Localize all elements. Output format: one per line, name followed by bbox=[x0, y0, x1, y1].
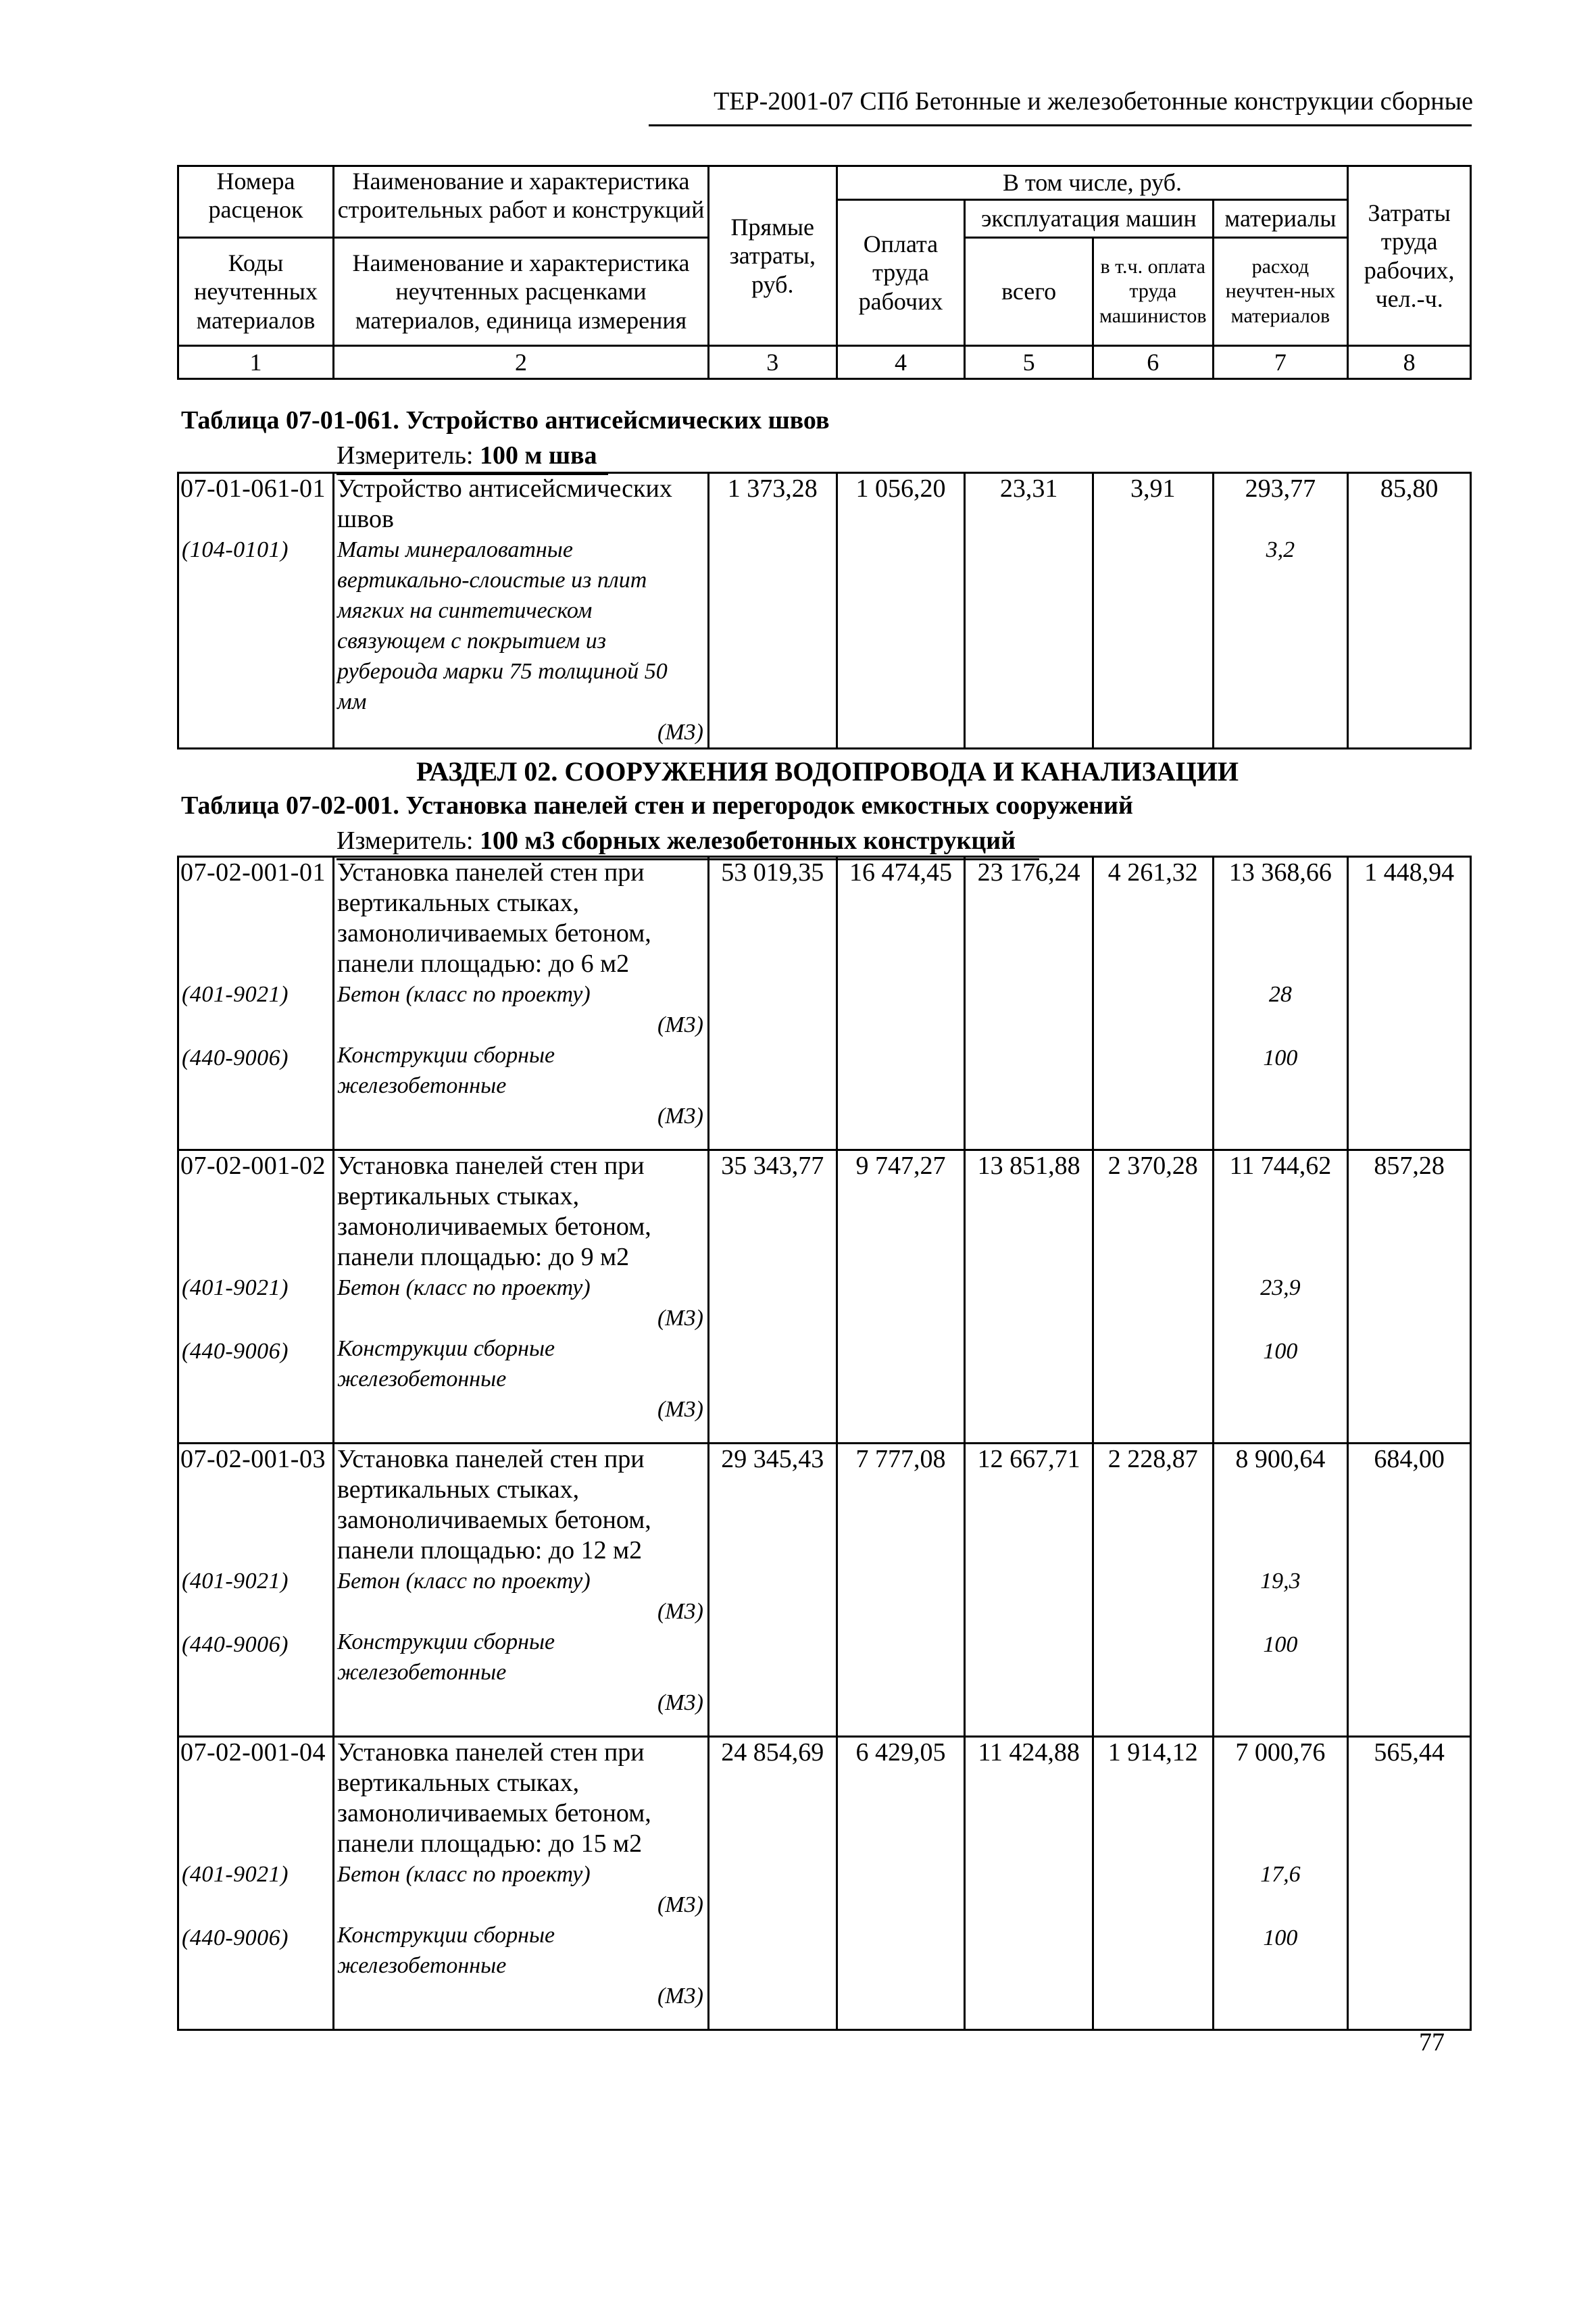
operators-cost: 3,91 bbox=[1093, 473, 1213, 749]
material-name: Бетон (класс по проекту) bbox=[337, 1275, 591, 1300]
rate-code: 07-02-001-03 bbox=[180, 1445, 326, 1473]
material-name: Конструкции сборные железобетонные bbox=[337, 1336, 555, 1392]
rate-name-cell bbox=[334, 1444, 709, 1737]
col1-bottom-header: Коды неучтенных материалов bbox=[178, 238, 334, 346]
material-qty: 17,6 bbox=[1260, 1862, 1301, 1887]
col2-bottom-header: Наименование и характеристика неучтенных расценками материалов, единица измерения bbox=[334, 238, 709, 346]
table1-measure-value: 100 м шва bbox=[480, 441, 597, 470]
col-number-4: 4 bbox=[837, 346, 965, 379]
column-header-table bbox=[177, 165, 1472, 380]
material-unit: (М3) bbox=[657, 1690, 703, 1715]
col-number-2: 2 bbox=[334, 346, 709, 379]
material-name: Бетон (класс по проекту) bbox=[337, 1569, 591, 1594]
material-code: (401-9021) bbox=[182, 1569, 289, 1594]
col-number-3: 3 bbox=[708, 346, 837, 379]
material-name: Бетон (класс по проекту) bbox=[337, 982, 591, 1007]
material-code: (440-9006) bbox=[182, 1339, 289, 1364]
table-row bbox=[178, 857, 1471, 1150]
material-unit: (М3) bbox=[657, 1892, 703, 1917]
operators-cost: 2 228,87 bbox=[1093, 1444, 1213, 1737]
table1 bbox=[177, 472, 1472, 749]
material-code: (104-0101) bbox=[182, 537, 289, 562]
material-code: (440-9006) bbox=[182, 1045, 289, 1070]
col-number-5: 5 bbox=[965, 346, 1093, 379]
materials-cell bbox=[1213, 473, 1348, 749]
material-code: (401-9021) bbox=[182, 1275, 289, 1300]
materials-cell bbox=[1213, 1444, 1348, 1737]
section-title: РАЗДЕЛ 02. СООРУЖЕНИЯ ВОДОПРОВОДА И КАНАЛИЗАЦИИ bbox=[416, 756, 1239, 787]
labor-cost: 7 777,08 bbox=[837, 1444, 965, 1737]
material-qty: 100 bbox=[1263, 1632, 1298, 1657]
header-rule bbox=[649, 124, 1472, 126]
operators-cost: 2 370,28 bbox=[1093, 1150, 1213, 1444]
rate-name: Установка панелей стен при вертикальных стыках, замоноличиваемых бетоном, панели площадью: до 6 м2 bbox=[337, 858, 651, 978]
labor-cost: 6 429,05 bbox=[837, 1737, 965, 2030]
table-row bbox=[178, 1737, 1471, 2030]
col7-header: расход неучтен-ных материалов bbox=[1213, 238, 1348, 346]
rate-code-cell bbox=[178, 1444, 334, 1737]
col6-header: в т.ч. оплата труда машинистов bbox=[1093, 238, 1213, 346]
table2-heading: Таблица 07-02-001. Установка панелей стен и перегородок емкостных сооружений bbox=[181, 791, 1133, 820]
direct-cost: 53 019,35 bbox=[708, 857, 837, 1150]
col2-top-header: Наименование и характеристика строительных работ и конструкций bbox=[334, 166, 709, 238]
table-row bbox=[178, 473, 1471, 749]
labor-hours: 1 448,94 bbox=[1348, 857, 1471, 1150]
machines-cost: 11 424,88 bbox=[965, 1737, 1093, 2030]
labor-cost: 9 747,27 bbox=[837, 1150, 965, 1444]
labor-hours: 684,00 bbox=[1348, 1444, 1471, 1737]
col5-header: всего bbox=[965, 238, 1093, 346]
col4-header: Оплата труда рабочих bbox=[837, 200, 965, 346]
materials-cost: 293,77 bbox=[1245, 474, 1316, 503]
rate-name: Установка панелей стен при вертикальных стыках, замоноличиваемых бетоном, панели площадью: до 15 м2 bbox=[337, 1738, 651, 1858]
rate-name: Устройство антисейсмических швов bbox=[337, 474, 672, 533]
material-unit: (М3) bbox=[657, 1012, 703, 1037]
materials-cell bbox=[1213, 857, 1348, 1150]
materials-cost: 7 000,76 bbox=[1235, 1738, 1326, 1767]
material-unit: (М3) bbox=[657, 720, 703, 745]
page-number: 77 bbox=[1419, 2028, 1445, 2057]
rate-code-cell bbox=[178, 857, 334, 1150]
rate-code-cell bbox=[178, 1150, 334, 1444]
rate-code-cell bbox=[178, 1737, 334, 2030]
material-unit: (М3) bbox=[657, 1306, 703, 1331]
rate-name: Установка панелей стен при вертикальных стыках, замоноличиваемых бетоном, панели площадью: до 12 м2 bbox=[337, 1445, 651, 1565]
labor-hours: 85,80 bbox=[1348, 473, 1471, 749]
rate-code: 07-01-061-01 bbox=[180, 474, 326, 503]
machines-cost: 12 667,71 bbox=[965, 1444, 1093, 1737]
material-name: Конструкции сборные железобетонные bbox=[337, 1043, 555, 1098]
operators-cost: 4 261,32 bbox=[1093, 857, 1213, 1150]
material-qty: 28 bbox=[1268, 982, 1292, 1007]
rate-name-cell bbox=[334, 473, 709, 749]
material-qty: 19,3 bbox=[1260, 1569, 1301, 1594]
col-number-1: 1 bbox=[178, 346, 334, 379]
material-qty: 100 bbox=[1263, 1925, 1298, 1950]
direct-cost: 1 373,28 bbox=[708, 473, 837, 749]
material-code: (401-9021) bbox=[182, 982, 289, 1007]
labor-cost: 1 056,20 bbox=[837, 473, 965, 749]
table1-heading: Таблица 07-01-061. Устройство антисейсмических швов bbox=[181, 406, 830, 435]
material-name: Маты минераловатные вертикально-слоистые из плит мягких на синтетическом связующем с покрытием из рубероида марки 75 толщиной 50 мм bbox=[337, 537, 668, 714]
incl-header: В том числе, руб. bbox=[837, 166, 1348, 200]
rate-code: 07-02-001-01 bbox=[180, 858, 326, 887]
direct-cost: 29 345,43 bbox=[708, 1444, 837, 1737]
table2-measure-label: Измеритель: bbox=[336, 827, 480, 855]
material-unit: (М3) bbox=[657, 1599, 703, 1624]
col-number-8: 8 bbox=[1348, 346, 1471, 379]
material-name: Конструкции сборные железобетонные bbox=[337, 1629, 555, 1685]
col-number-7: 7 bbox=[1213, 346, 1348, 379]
table2-measure-value: 100 м3 сборных железобетонных конструкций bbox=[480, 827, 1016, 855]
machines-cost: 13 851,88 bbox=[965, 1150, 1093, 1444]
materials-cell bbox=[1213, 1150, 1348, 1444]
table-row bbox=[178, 1444, 1471, 1737]
direct-cost: 35 343,77 bbox=[708, 1150, 837, 1444]
material-code: (440-9006) bbox=[182, 1632, 289, 1657]
labor-hours: 565,44 bbox=[1348, 1737, 1471, 2030]
rate-code: 07-02-001-04 bbox=[180, 1738, 326, 1767]
material-code: (401-9021) bbox=[182, 1862, 289, 1887]
material-unit: (М3) bbox=[657, 1104, 703, 1129]
material-unit: (М3) bbox=[657, 1984, 703, 2009]
machines-header: эксплуатация машин bbox=[965, 200, 1213, 238]
materials-cost: 13 368,66 bbox=[1228, 858, 1332, 887]
operators-cost: 1 914,12 bbox=[1093, 1737, 1213, 2030]
material-qty: 3,2 bbox=[1266, 537, 1295, 562]
col1-top-header: Номера расценок bbox=[178, 166, 334, 238]
materials-cost: 8 900,64 bbox=[1235, 1445, 1326, 1473]
labor-hours: 857,28 bbox=[1348, 1150, 1471, 1444]
table2-measure bbox=[336, 826, 1016, 856]
material-unit: (М3) bbox=[657, 1397, 703, 1422]
table2 bbox=[177, 856, 1472, 2031]
col-number-6: 6 bbox=[1093, 346, 1213, 379]
material-name: Бетон (класс по проекту) bbox=[337, 1862, 591, 1887]
labor-cost: 16 474,45 bbox=[837, 857, 965, 1150]
machines-cost: 23 176,24 bbox=[965, 857, 1093, 1150]
material-qty: 100 bbox=[1263, 1339, 1298, 1364]
table-row bbox=[178, 1150, 1471, 1444]
machines-cost: 23,31 bbox=[965, 473, 1093, 749]
running-header: ТЕР-2001-07 СПб Бетонные и железобетонные конструкции сборные bbox=[714, 87, 1473, 116]
col8-header: Затраты труда рабочих, чел.-ч. bbox=[1348, 166, 1471, 346]
materials-cost: 11 744,62 bbox=[1229, 1152, 1332, 1180]
rate-name-cell bbox=[334, 1737, 709, 2030]
rate-code-cell bbox=[178, 473, 334, 749]
rate-name-cell bbox=[334, 857, 709, 1150]
table1-measure-label: Измеритель: bbox=[336, 441, 480, 470]
material-code: (440-9006) bbox=[182, 1925, 289, 1950]
col3-header: Прямые затраты, руб. bbox=[708, 166, 837, 346]
material-qty: 23,9 bbox=[1260, 1275, 1301, 1300]
material-name: Конструкции сборные железобетонные bbox=[337, 1923, 555, 1978]
rate-code: 07-02-001-02 bbox=[180, 1152, 326, 1180]
materials-cell bbox=[1213, 1737, 1348, 2030]
materials-header: материалы bbox=[1213, 200, 1348, 238]
rate-name-cell bbox=[334, 1150, 709, 1444]
table1-measure bbox=[336, 441, 597, 470]
rate-name: Установка панелей стен при вертикальных стыках, замоноличиваемых бетоном, панели площадью: до 9 м2 bbox=[337, 1152, 651, 1271]
material-qty: 100 bbox=[1263, 1045, 1298, 1070]
direct-cost: 24 854,69 bbox=[708, 1737, 837, 2030]
